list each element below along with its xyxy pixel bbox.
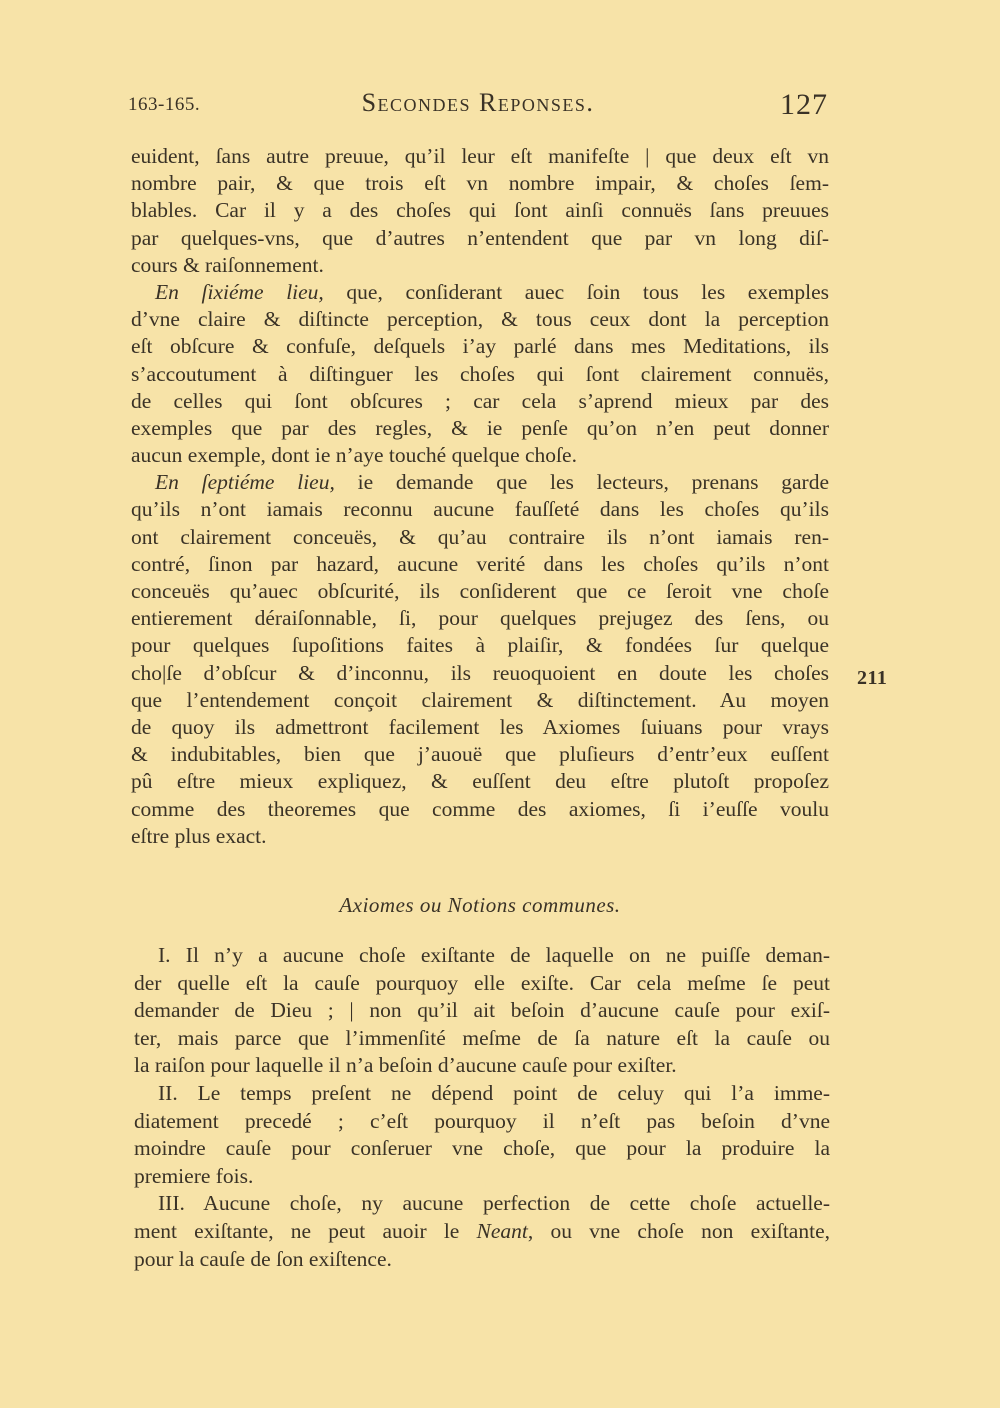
axiom-line-italic-word: ment exiſtante, ne peut auoir le Neant, ou vne choſe non exiſtante, <box>134 1218 830 1243</box>
text-line: exemples que par des regles, & ie penſe qu’on n’en peut donner <box>131 415 829 440</box>
text-line-italic-lead: En ſeptiéme lieu, ie demande que les lecteurs, prenans garde <box>155 470 829 495</box>
body-text <box>131 143 829 850</box>
text-line: blables. Car il y a des choſes qui ſont ainſi connuës ſans preuues <box>131 198 829 223</box>
text-line: qu’ils n’ont iamais reconnu aucune fauſſeté dans les choſes qu’ils <box>131 497 829 522</box>
running-head <box>128 88 828 128</box>
axiom-line: premiere fois. <box>134 1163 254 1188</box>
axiom-line: la raiſon pour laquelle il n’a beſoin d’aucune cauſe pour exiſter. <box>134 1053 677 1078</box>
section-heading: Axiomes ou Notions communes. <box>339 893 621 917</box>
axiom-line: I. Il n’y a aucune choſe exiſtante de laquelle on ne puiſſe deman- <box>158 943 830 967</box>
axiom-line: demander de Dieu ; | non qu’il ait beſoin d’aucune cauſe pour exiſ- <box>134 998 830 1023</box>
text-line-italic-lead: En ſixiéme lieu, que, conſiderant auec ſoin tous les exemples <box>155 279 829 304</box>
text-line: pour quelques ſupoſitions faites à plaiſir, & fondées ſur quelque <box>131 633 829 658</box>
text-line: eſtre plus exact. <box>131 823 267 848</box>
page-number: 127 <box>780 88 828 121</box>
text-line: eſt obſcure & confuſe, deſquels i’ay parlé dans mes Meditations, ils <box>131 334 829 359</box>
section-range: 163-165. <box>128 94 201 115</box>
axiom-line: moindre cauſe pour conſeruer vne choſe, que pour la produire la <box>134 1136 830 1161</box>
axioms-text <box>134 942 830 1273</box>
running-title: Secondes Reponses. <box>361 88 595 117</box>
text-line: d’vne claire & diſtincte perception, & tous ceux dont la perception <box>131 307 829 332</box>
text-line: euident, ſans autre preuue, qu’il leur eſt manifeſte | que deux eſt vn <box>131 144 829 168</box>
text-line: pû eſtre mieux expliquez, & euſſent deu eſtre plutoſt propoſez <box>131 769 829 794</box>
text-line: de quoy ils admettront facilement les Axiomes ſuiuans pour vrays <box>131 714 829 739</box>
text-line: cours & raiſonnement. <box>131 252 324 277</box>
text-line: s’accoutument à diſtinguer les choſes qui ſont clairement connuës, <box>131 361 829 386</box>
text-line: cho|ſe d’obſcur & d’inconnu, ils reuoquoient en doute les choſes <box>131 660 829 685</box>
text-line: par quelques-vns, que d’autres n’entendent que par vn long diſ- <box>131 225 829 250</box>
text-line: de celles qui ſont obſcures ; car cela s’aprend mieux par des <box>131 388 829 413</box>
text-line: & indubitables, bien que j’auouë que pluſieurs d’entr’eux euſſent <box>131 742 829 767</box>
axiom-line: pour la cauſe de ſon exiſtence. <box>134 1246 392 1271</box>
text-line: aucun exemple, dont ie n’aye touché quelque choſe. <box>131 443 577 468</box>
text-line: ont clairement conceuës, & qu’au contraire ils n’ont iamais ren- <box>131 524 829 549</box>
axiom-line: diatement precedé ; c’eſt pourquoy il n’eſt pas beſoin d’vne <box>134 1108 830 1133</box>
axiom-line: ter, mais parce que l’immenſité meſme de ſa nature eſt la cauſe ou <box>134 1025 830 1050</box>
axiom-line: III. Aucune choſe, ny aucune perfection de cette choſe actuelle- <box>158 1191 830 1216</box>
text-line: nombre pair, & que trois eſt vn nombre impair, & choſes ſem- <box>131 171 829 196</box>
text-line: conceuës qu’auec obſcurité, ils conſiderent que ce ſeroit vne choſe <box>131 579 829 603</box>
axiom-line: II. Le temps preſent ne dépend point de celuy qui l’a imme- <box>158 1080 830 1105</box>
text-line: contré, ſinon par hazard, aucune verité dans les choſes qu’ils n’ont <box>131 551 829 576</box>
text-line: entierement déraiſonnable, ſi, pour quelques prejugez des ſens, ou <box>131 606 829 631</box>
text-line: comme des theoremes que comme des axiomes, ſi i’euſſe voulu <box>131 796 829 821</box>
margin-page-reference: 211 <box>857 667 888 689</box>
axiom-line: der quelle eſt la cauſe pourquoy elle exiſte. Car cela meſme ſe peut <box>134 970 830 995</box>
text-line: que l’entendement conçoit clairement & diſtinctement. Au moyen <box>131 687 829 712</box>
